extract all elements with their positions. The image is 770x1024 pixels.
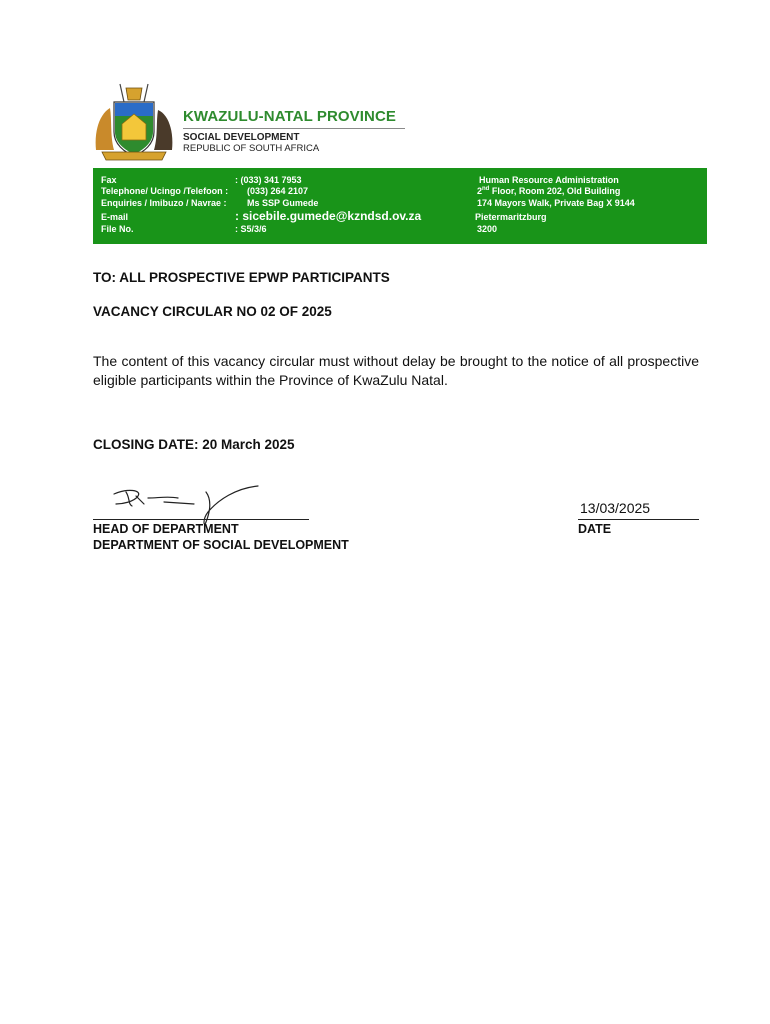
coat-of-arms-icon	[92, 80, 176, 162]
email-label: E-mail	[101, 212, 129, 222]
address-city: Pietermaritzburg	[475, 212, 547, 222]
date-label: DATE	[578, 522, 612, 536]
floor-number: 2	[477, 186, 483, 196]
signature-date-value: 13/03/2025	[580, 500, 651, 516]
date-line	[578, 519, 699, 520]
address-line-3: 174 Mayors Walk, Private Bag X 9144	[477, 198, 635, 208]
floor-detail: Floor, Room 202, Old Building	[489, 186, 621, 196]
country-name: REPUBLIC OF SOUTH AFRICA	[183, 143, 320, 154]
province-name: KWAZULU-NATAL PROVINCE	[183, 108, 397, 125]
telephone-label: Telephone/ Ucingo /Telefoon :	[101, 186, 229, 196]
floor-suffix: nd	[482, 186, 490, 192]
notice-paragraph: The content of this vacancy circular must without delay be brought to the notice of all prospective eligible participants within the Province of KwaZulu Natal.	[93, 353, 699, 388]
letterhead	[183, 108, 405, 154]
enquiries-label: Enquiries / Imibuzo / Navrae :	[101, 198, 227, 208]
circular-number-heading: VACANCY CIRCULAR NO 02 OF 2025	[93, 304, 332, 319]
signatory-title: HEAD OF DEPARTMENT	[93, 522, 239, 536]
signature-line	[93, 519, 309, 520]
department-name: SOCIAL DEVELOPMENT	[183, 132, 300, 143]
email-value: : sicebile.gumede@kzndsd.ov.za	[235, 209, 422, 223]
contact-banner	[93, 168, 707, 244]
fax-label: Fax	[101, 175, 117, 185]
closing-date: CLOSING DATE: 20 March 2025	[93, 437, 295, 452]
enquiries-value: Ms SSP Gumede	[247, 198, 319, 208]
signatory-department: DEPARTMENT OF SOCIAL DEVELOPMENT	[93, 538, 349, 552]
address-line-2	[477, 185, 620, 197]
telephone-value: (033) 264 2107	[247, 186, 309, 196]
letterhead-divider	[183, 128, 405, 129]
recipient-heading: TO: ALL PROSPECTIVE EPWP PARTICIPANTS	[93, 270, 390, 285]
signatory-block	[93, 521, 349, 553]
address-line-1: Human Resource Administration	[479, 175, 619, 185]
file-number-label: File No.	[101, 224, 134, 234]
address-postal-code: 3200	[477, 224, 498, 234]
file-number-value: : S5/3/6	[235, 224, 267, 234]
fax-value: : (033) 341 7953	[235, 175, 302, 185]
